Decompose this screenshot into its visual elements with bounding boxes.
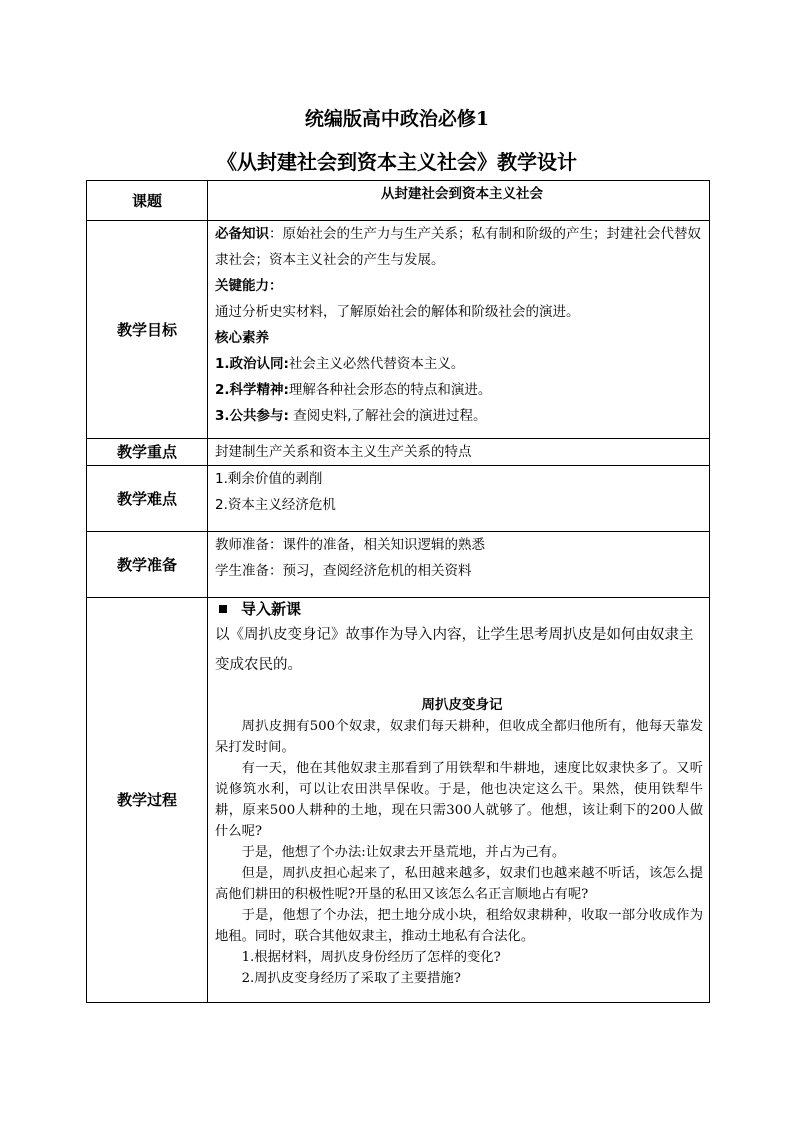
story-paragraph: 有一天，他在其他奴隶主那看到了用铁犁和牛耕地，速度比奴隶快多了。又听说修筑水利，可以让农田洪旱保收。于是，他也决定这么干。果然，使用铁犁牛耕，原来500人耕种的土地，现在只需300人就够了。他想，该让剩下的200人做什么呢? (215, 761, 703, 839)
prep-item: 教师准备：课件的准备，相关知识逻辑的熟悉 (215, 537, 485, 553)
literacy-item-text: 社会主义必然代替资本主义。 (288, 356, 465, 372)
process-row (87, 598, 710, 1003)
literacy-item-label: 2.科学精神: (215, 382, 289, 398)
literacy-item-text: 查阅史料,了解社会的演进过程。 (288, 408, 487, 424)
goals-content (208, 221, 710, 439)
story-paragraph: 于是，他想了个办法，把土地分成小块，租给奴隶耕种，收取一部分收成作为地租。同时，联合其他奴隶主，推动土地私有合法化。 (215, 908, 703, 944)
prep-item: 学生准备：预习，查阅经济危机的相关资料 (215, 563, 472, 579)
question-item: 2.周扒皮变身经历了采取了主要措施? (241, 971, 461, 986)
topic-label: 课题 (87, 181, 208, 221)
lesson-plan-table (86, 180, 710, 1003)
square-bullet-icon (219, 605, 227, 613)
process-content (208, 598, 710, 1003)
literacy-item (215, 377, 709, 403)
literacy-item-text: 理解各种社会形态的特点和演进。 (288, 382, 492, 398)
goals-row (87, 221, 710, 439)
intro-text: 以《周扒皮变身记》故事作为导入内容，让学生思考周扒皮是如何由奴隶主变成农民的。 (215, 627, 694, 673)
ability-label: 关键能力： (215, 278, 283, 294)
goals-label: 教学目标 (87, 221, 208, 439)
section-heading (215, 598, 709, 620)
topic-row (87, 181, 710, 221)
story-paragraph: 但是，周扒皮担心起来了，私田越来越多，奴隶们也越来越不听话，该怎么提高他们耕田的积极性呢?开垦的私田又该怎么名正言顺地占有呢? (215, 866, 703, 902)
literacy-item (215, 351, 709, 377)
prep-content (208, 532, 710, 598)
story-body (215, 716, 709, 989)
difficulty-row (87, 466, 710, 532)
ability-text: 通过分析史实材料，了解原始社会的解体和阶级社会的演进。 (215, 304, 580, 320)
knowledge-block (215, 221, 709, 273)
prep-row (87, 532, 710, 598)
literacy-item-label: 3.公共参与: (215, 408, 289, 424)
document-subtitle: 《从封建社会到资本主义社会》教学设计 (217, 150, 577, 174)
focus-label: 教学重点 (87, 439, 208, 466)
prep-label: 教学准备 (87, 532, 208, 598)
section-title: 导入新课 (241, 600, 302, 618)
literacy-label: 核心素养 (215, 330, 269, 346)
focus-text: 封建制生产关系和资本主义生产关系的特点 (208, 439, 710, 466)
literacy-item (215, 403, 709, 429)
story-paragraph: 周扒皮拥有500个奴隶，奴隶们每天耕种，但收成全都归他所有，他每天靠发呆打发时间。 (215, 719, 703, 755)
difficulty-item: 1.剩余价值的剥削 (215, 471, 323, 487)
difficulty-label: 教学难点 (87, 466, 208, 532)
topic-value: 从封建社会到资本主义社会 (208, 181, 710, 221)
difficulty-content (208, 466, 710, 532)
literacy-item-label: 1.政治认同: (215, 356, 289, 372)
story-title: 周扒皮变身记 (421, 697, 503, 713)
process-label: 教学过程 (87, 598, 208, 1003)
document-title: 统编版高中政治必修1 (304, 108, 490, 130)
question-item: 1.根据材料，周扒皮身份经历了怎样的变化? (241, 950, 501, 965)
focus-row (87, 439, 710, 466)
story-paragraph: 于是，他想了个办法:让奴隶去开垦荒地，并占为己有。 (241, 845, 566, 860)
difficulty-item: 2.资本主义经济危机 (215, 497, 336, 513)
knowledge-label: 必备知识 (215, 226, 269, 242)
knowledge-text: ：原始社会的生产力与生产关系；私有制和阶级的产生；封建社会代替奴隶社会；资本主义社会的产生与发展。 (215, 226, 701, 268)
